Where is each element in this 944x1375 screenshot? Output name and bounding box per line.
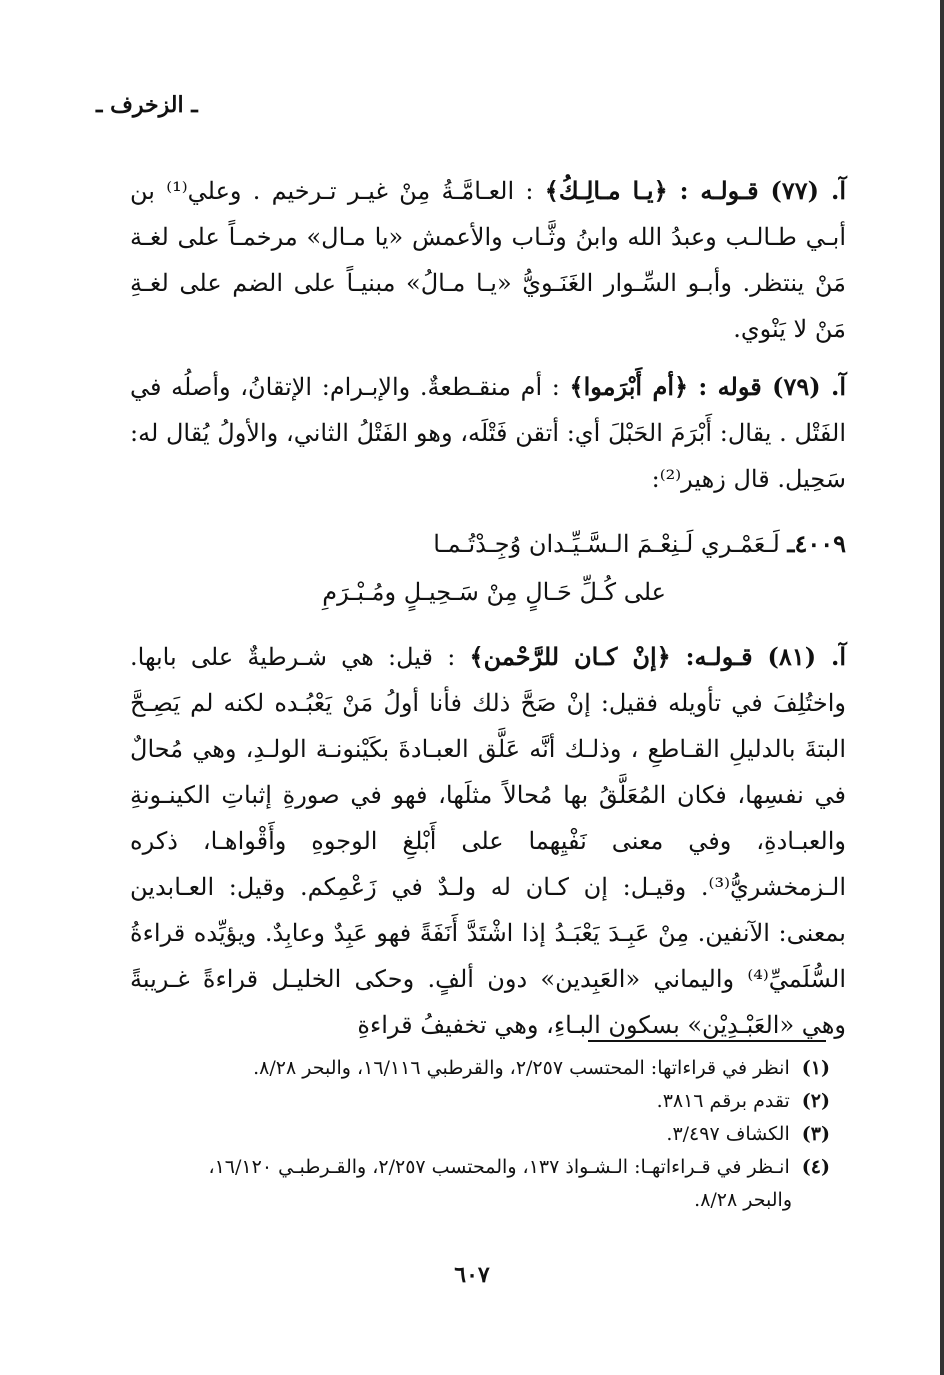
paragraph-body: : العـامَّـةُ مِنْ غيـر تـرخيم . وعلي⁽¹⁾ بن أبـي طـالـب وعبدُ الله وابنُ وثَّـاب والأعمش «يا مـال» مرخمـاً على لغـة مَنْ ينتظر. وأبـو السِّـوار الغَنَـويُّ «يـا مـالُ» مبنيـاً على الضم على لغـةِ مَنْ لا يَنْوي.: [130, 177, 846, 343]
verse-hemistich-1: لَـعَمْـري لَـنِعْـمَ الـسَّـيِّـدان وُجِـدْتُـمـا: [433, 530, 780, 558]
footnote-mark: (١): [801, 1057, 830, 1079]
footnote-4: [130, 1151, 830, 1184]
verse-number: ٤٠٠٩ـ: [787, 529, 846, 558]
verse-hemistich-2: على كُـلِّ حَـالٍ مِنْ سَـحِيـلٍ ومُـبْـرَمِ: [322, 578, 666, 606]
footnote-text: تقدم برقم ٣٨١٦.: [656, 1090, 790, 1112]
footnote-1: [130, 1052, 830, 1085]
footnote-text: انظر في قراءاتها: المحتسب ٢/٢٥٧، والقرطبي ١٦/١١٦، والبحر ٨/٢٨.: [253, 1057, 790, 1079]
footnote-mark: (٢): [801, 1090, 830, 1112]
footnote-3: [130, 1118, 830, 1151]
footnote-mark: (٤): [801, 1156, 830, 1178]
scan-edge: [940, 0, 944, 1375]
footnotes: [130, 1052, 830, 1217]
paragraph-lead: آ. (٧٧) قـولـه : ﴿يـا مـالِـكُ﴾: [544, 176, 847, 205]
poetry-verse: [130, 520, 846, 616]
footnote-text: الكشاف ٣/٤٩٧.: [666, 1123, 790, 1145]
paragraph-verse-77: [130, 168, 846, 352]
verse-line-1: [130, 520, 846, 568]
paragraph-body: : قيل: هي شـرطيةٌ على بابها. واختُلِفَ في تأويله فقيل: إنْ صَحَّ ذلك فأنا أولُ مَنْ يَعْبُـده لكنه لم يَصِـحَّ البتةَ بالدليلِ القـاطعِ ، وذلـك أنَّه عَلَّق العبـادةَ بكَيْنونـة الولـدِ، وهي مُحالٌ في نفسِها، فكان المُعَلَّقُ بها مُحالاً مثلَها، فهو في صورةِ إثباتِ الكينـونةِ والعبـادةِ، وفي معنى نَفْيِهما على أَبْلغِ الوجوهِ وأَقْواهـا، ذكره الـزمخشريُّ⁽³⁾. وقيـل: إن كـان له ولـدٌ في زَعْمِكم. وقيل: العـابدين بمعنى: الآنفين. مِنْ عَبِـدَ يَعْبَـدُ إذا اشْتَدَّ أَنَفَةً فهو عَبِدٌ وعابِدٌ. ويؤيِّده قراءةُ السُّلَميِّ⁽⁴⁾ واليماني «العَبِدين» دون ألفٍ. وحكى الخليـل قراءةً غـريبةً وهي «العَبْـدِيْن» بسكون البـاءِ، وهي تخفيفُ قراءةِ: [130, 643, 846, 1039]
footnote-mark: (٣): [801, 1123, 830, 1145]
footnote-4-continuation: والبحر ٨/٢٨.: [694, 1189, 792, 1211]
page-number: ٦٠٧: [454, 1262, 490, 1288]
paragraph-verse-81: [130, 634, 846, 1048]
footnote-separator: [588, 1040, 826, 1042]
paragraph-lead: آ. (٧٩) قوله : ﴿أم أَبْرَموا﴾: [569, 372, 847, 401]
running-header: ـ الزخرف ـ: [96, 92, 198, 118]
footnote-2: [130, 1085, 830, 1118]
paragraph-verse-79: [130, 364, 846, 502]
footnote-text: انـظر في قـراءاتهـا: الـشـواذ ١٣٧، والمحتسب ٢/٢٥٧، والقـرطبـي ١٦/١٢٠،: [208, 1156, 790, 1178]
paragraph-body: : أم منقـطعةٌ. والإبـرام: الإتقانُ، وأصلُه في الفَتْل . يقال: أَبْرَمَ الحَبْلَ أي: أتقن فَتْلَه، وهو الفَتْلُ الثاني، والأولُ يُقال له: سَحِيل. قال زهير⁽²⁾:: [130, 373, 846, 493]
paragraph-lead: آ. (٨١) قـولـه: ﴿إنْ كـان للرَّحْمن﴾: [469, 642, 847, 671]
body-text: [130, 168, 846, 1066]
